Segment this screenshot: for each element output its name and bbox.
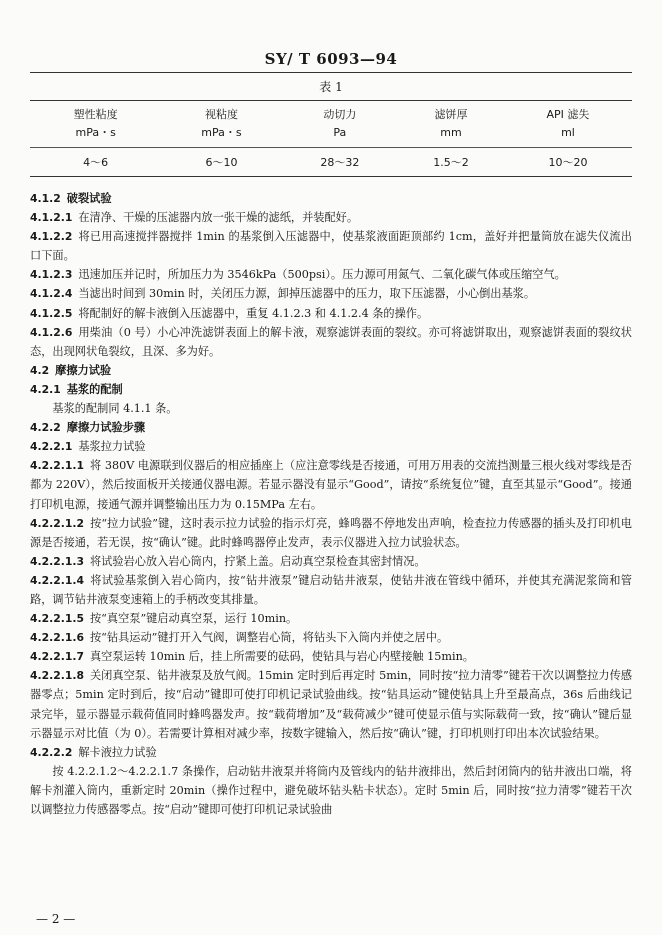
clause-text: 用柴油（0 号）小心冲洗滤饼表面上的解卡液，观察滤饼表面的裂纹。亦可将滤饼取出，观察滤饼表面的裂纹状态，出现网状龟裂纹，且深、多为好。 [30, 325, 632, 358]
clause-text: 当滤出时间到 30min 时，关闭压力源，卸掉压滤器中的压力，取下压滤器，小心倒出基浆。 [78, 287, 536, 301]
clause-number: 4.2.2.1.4 [30, 573, 84, 587]
paragraph [30, 399, 632, 418]
paragraph [30, 208, 632, 227]
clause-text: 按“钻具运动”键打开入气阀，调整岩心筒，将钻头下入筒内并使之居中。 [89, 631, 449, 645]
clause-text: 将配制好的解卡液倒入压滤器中，重复 4.1.2.3 和 4.1.2.4 条的操作。 [78, 306, 429, 320]
table-header-row [30, 101, 632, 148]
clause-number: 4.2.2.1.8 [30, 669, 84, 683]
subsection-heading [30, 743, 632, 762]
clause-number: 4.2.2.1.7 [30, 650, 84, 664]
table-title: 表 1 [319, 80, 343, 94]
table-cell: 28～32 [320, 156, 360, 169]
paragraph [30, 456, 632, 513]
table-cell: 10～20 [548, 156, 588, 169]
paragraph [30, 571, 632, 609]
clause-number: 4.2.2.1.6 [30, 631, 84, 645]
paragraph [30, 514, 632, 552]
clause-text: 将已用高速搅拌器搅拌 1min 的基浆倒入压滤器中，使基浆液面距顶部约 1cm，盖好并把量筒放在滤失仪流出口下面。 [30, 230, 632, 263]
paragraph [30, 284, 632, 303]
clause-text: 在清净、干燥的压滤器内放一张干燥的滤纸，并装配好。 [78, 211, 359, 225]
paragraph [30, 762, 632, 819]
header-rule [30, 72, 632, 73]
clause-number: 4.2.2.2 [30, 745, 73, 759]
clause-number: 4.1.2.2 [30, 230, 73, 244]
clause-number: 4.1.2.5 [30, 306, 73, 320]
clause-text: 关闭真空泵、钻井液泵及放气阀。15min 定时到后再定时 5min，同时按“拉力清零”键若干次以调整拉力传感器零点；5min 定时到后，按“启动”键即可使打印机记录试验曲线。按“钻具运动”键使钻具上升至最高点，36s 后曲线记录完毕，显示器显示载荷值同时蜂鸣器发声。按“载荷增加”及“载荷减少”键可使显示值与实际载荷一致，按“确认”键后显示器显示对比值（为 0）。若需要计算相对减少率，按数字键输入，然后按“确认”键，打印机则打印出本次试验结果。 [30, 669, 632, 740]
column-header: API 滤失 ml [546, 108, 590, 139]
section-heading [30, 418, 632, 437]
clause-text: 将 380V 电源联到仪器后的相应插座上（应注意零线是否接通，可用万用表的交流挡测量三根火线对零线是否都为 220V），然后按面板开关接通仪器电源。若显示器没有显示“Good”，请按“系统复位”键，直至其显示“Good”。接通打印机电源，接通气源并调整输出压力为 0.15MPa 左右。 [30, 459, 632, 511]
clause-number: 4.2.2.1.2 [30, 516, 84, 530]
clause-text: 真空泵运转 10min 后，挂上所需要的砝码，使钻具与岩心内壁接触 15min。 [89, 650, 474, 664]
clause-text: 基浆的配制同 4.1.1 条。 [52, 402, 178, 416]
column-header: 滤饼厚 mm [434, 108, 468, 139]
clause-text: 迅速加压并记时，所加压力为 3546kPa（500psi）。压力源可用氮气、二氧化碳气体或压缩空气。 [78, 268, 566, 282]
clause-number: 4.2.2.1.5 [30, 612, 84, 626]
section-heading [30, 380, 632, 399]
paragraph [30, 304, 632, 323]
column-header: 动切力 Pa [323, 108, 357, 139]
subsection-heading [30, 437, 632, 456]
table-cell: 6～10 [205, 156, 238, 169]
paragraph [30, 265, 632, 284]
paragraph [30, 666, 632, 742]
clause-number: 4.1.2 [30, 192, 61, 205]
table-cell: 4～6 [83, 156, 109, 169]
paragraph [30, 647, 632, 666]
clause-number: 4.2.2 [30, 421, 61, 435]
paragraph [30, 609, 632, 628]
table-cell: 1.5～2 [433, 156, 469, 169]
clause-number: 4.2 [30, 363, 50, 377]
column-header: 视粘度 mPa・s [201, 108, 242, 139]
clause-text: 摩擦力试验 [55, 363, 112, 377]
paragraph [30, 552, 632, 571]
paragraph [30, 628, 632, 647]
clause-text: 将试验基浆倒入岩心筒内，按“钻井液泵”键启动钻井液泵，使钻井液在管线中循环，并使其充满泥浆筒和管路，调节钻井液泵变速箱上的手柄改变其排量。 [30, 573, 632, 606]
document-code: SY/ T 6093—94 [264, 50, 398, 68]
clause-text: 按“真空泵”键启动真空泵，运行 10min。 [89, 612, 298, 626]
document-body [30, 189, 632, 819]
clause-text: 按“拉力试验”键，这时表示拉力试验的指示灯亮，蜂鸣器不停地发出声响，检查拉力传感器的插头及打印机电源是否接通，若无误，按“确认”键。此时蜂鸣器停止发声，表示仪器进入拉力试验状态。 [30, 516, 632, 549]
clause-text: 摩擦力试验步骤 [66, 421, 146, 435]
clause-number: 4.1.2.1 [30, 211, 73, 225]
clause-number: 4.1.2.6 [30, 325, 73, 339]
clause-text: 破裂试验 [66, 192, 112, 205]
clause-number: 4.2.2.1.1 [30, 459, 84, 473]
table-value-row [30, 148, 632, 177]
clause-text: 解卡液拉力试验 [78, 745, 157, 759]
clause-number: 4.2.2.1.3 [30, 554, 84, 568]
clause-number: 4.2.1 [30, 382, 61, 396]
page-number: — 2 — [36, 912, 76, 926]
section-heading [30, 361, 632, 380]
clause-text: 将试验岩心放入岩心筒内，拧紧上盖。启动真空泵检查其密封情况。 [89, 554, 426, 568]
clause-number: 4.1.2.4 [30, 287, 73, 301]
clause-number: 4.1.2.3 [30, 268, 73, 282]
clause-text: 按 4.2.2.1.2～4.2.2.1.7 条操作，启动钻井液泵并将筒内及管线内的钻井液排出，然后封闭筒内的钻井液出口端，将解卡剂灌入筒内，重新定时 20min（操作过程中，避免破坏钻头粘卡状态）。定时 5min 后，同时按“拉力清零”键若干次以调整拉力传感器零点。按“启动”键即可使打印机记录试验曲 [30, 764, 632, 816]
clause-number: 4.2.2.1 [30, 440, 73, 454]
clause-text: 基浆拉力试验 [78, 440, 146, 454]
column-header: 塑性粘度 mPa・s [73, 108, 118, 139]
paragraph [30, 227, 632, 265]
clause-text: 基浆的配制 [66, 382, 123, 396]
spec-table [30, 100, 632, 177]
paragraph [30, 323, 632, 361]
section-heading [30, 189, 632, 208]
